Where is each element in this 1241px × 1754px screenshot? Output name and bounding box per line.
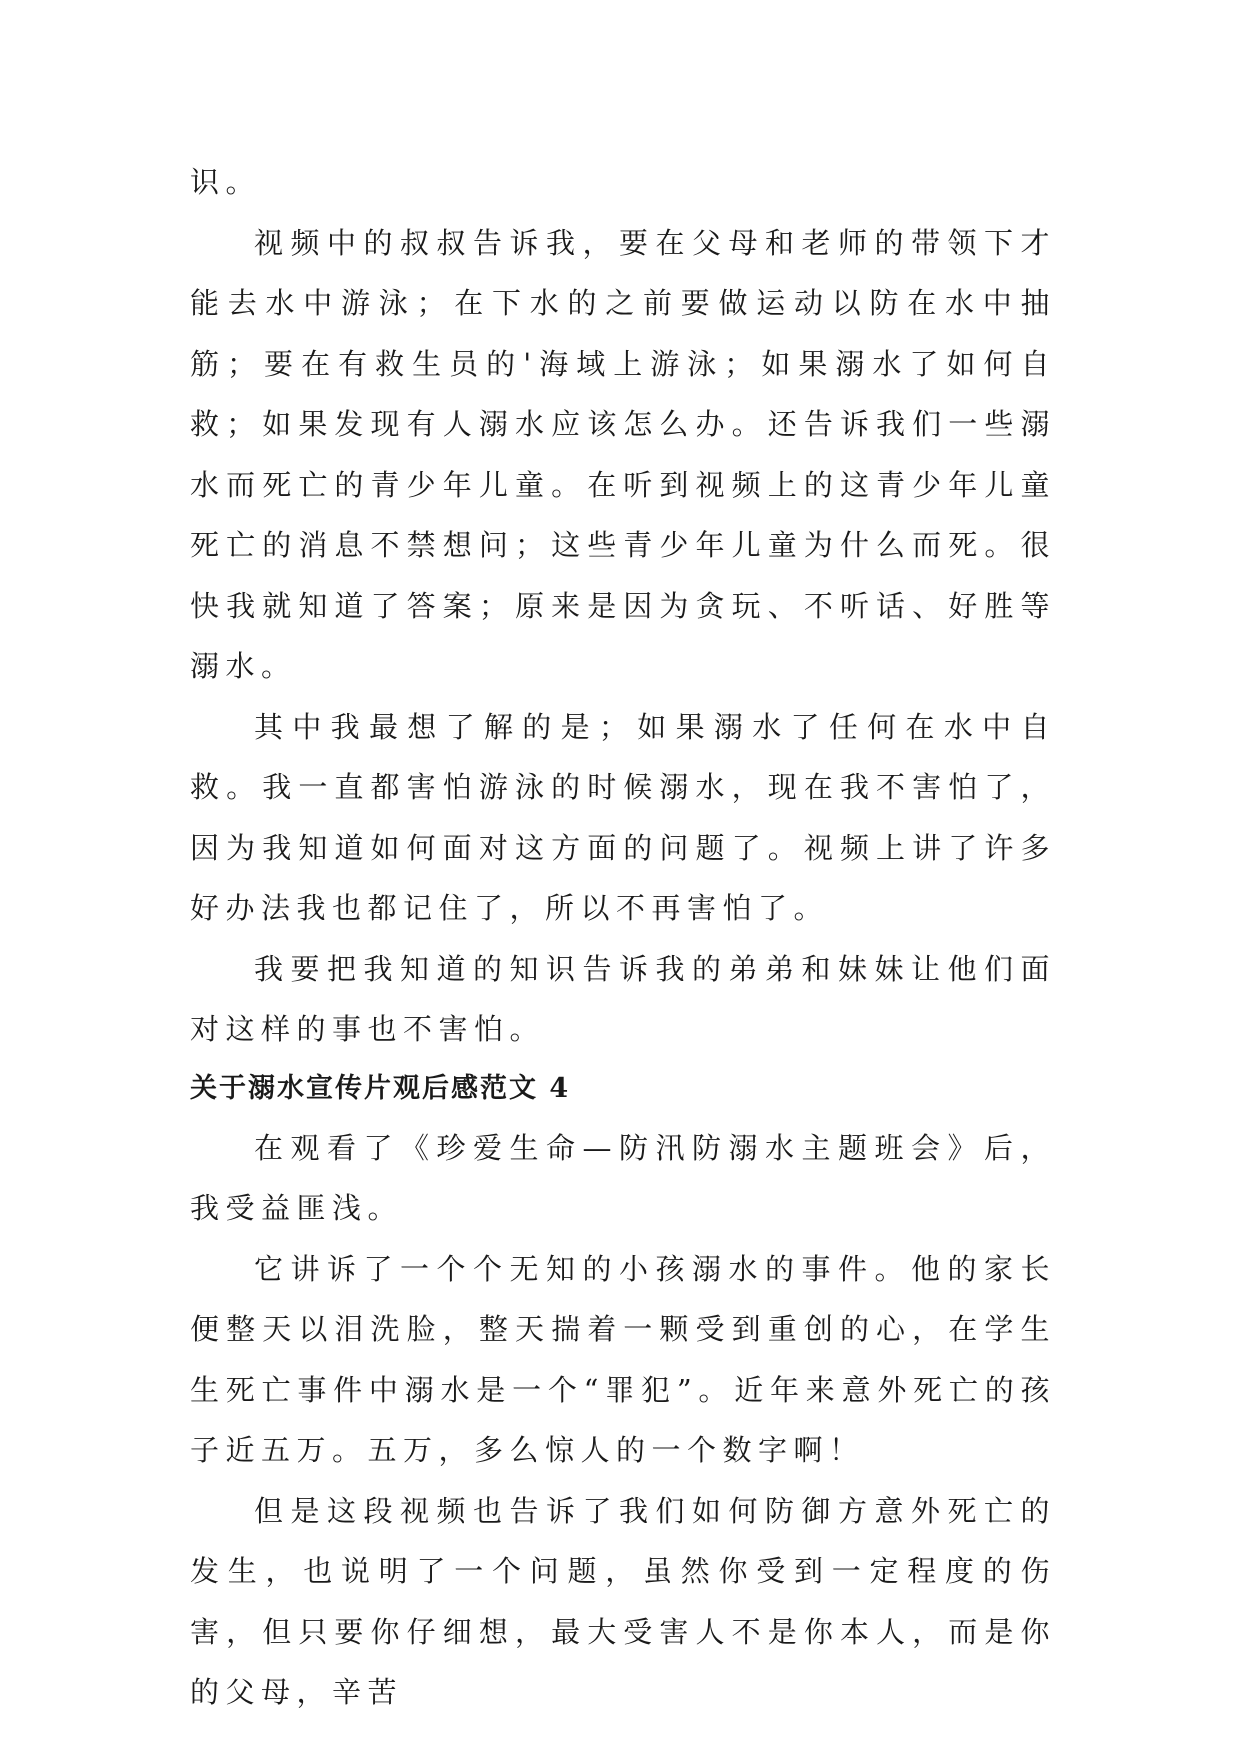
paragraph-share-knowledge: 我要把我知道的知识告诉我的弟弟和妹妹让他们面对这样的事也不害怕。 [190,951,1056,1046]
section-heading: 关于溺水宣传片观后感范文 4 [190,1072,571,1104]
document-body [190,152,1056,1723]
paragraph-prevention: 但是这段视频也告诉了我们如何防御方意外死亡的发生，也说明了一个问题，虽然你受到一定程度的伤害，但只要你仔细想，最大受害人不是你本人，而是你的父母，辛苦 [190,1493,1056,1709]
paragraph-incidents: 它讲诉了一个个无知的小孩溺水的事件。他的家长便整天以泪洗脸，整天揣着一颗受到重创的心，在学生生死亡事件中溺水是一个“罪犯”。近年来意外死亡的孩子近五万。五万，多么惊人的一个数字啊！ [190,1251,1056,1467]
paragraph-intro: 在观看了《珍爱生命—防汛防溺水主题班会》后，我受益匪浅。 [190,1130,1056,1225]
paragraph-continuation: 识。 [190,165,262,199]
paragraph-video-advice: 视频中的叔叔告诉我，要在父母和老师的带领下才能去水中游泳；在下水的之前要做运动以防在水中抽筋；要在有救生员的'海域上游泳；如果溺水了如何自救；如果发现有人溺水应该怎么办。还告诉我们一些溺水而死亡的青少年儿童。在听到视频上的这青少年儿童死亡的消息不禁想问；这些青少年儿童为什么而死。很快我就知道了答案；原来是因为贪玩、不听话、好胜等溺水。 [190,225,1056,683]
paragraph-self-rescue: 其中我最想了解的是；如果溺水了任何在水中自救。我一直都害怕游泳的时候溺水，现在我不害怕了，因为我知道如何面对这方面的问题了。视频上讲了许多好办法我也都记住了，所以不再害怕了。 [190,709,1056,925]
